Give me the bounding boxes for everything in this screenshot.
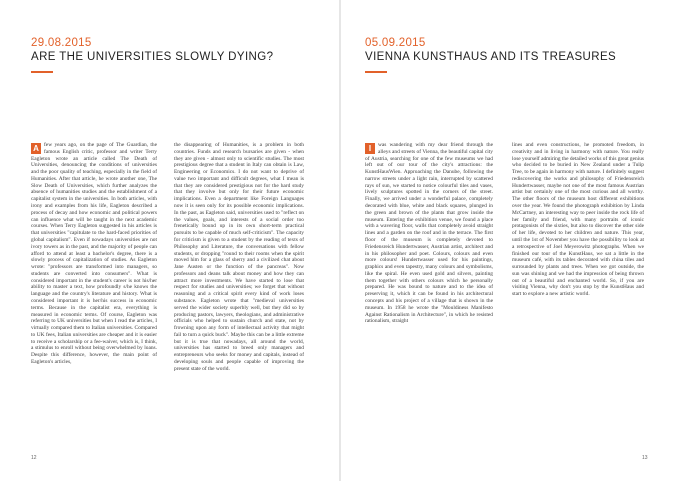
drop-cap: I — [365, 143, 375, 154]
article-column-2 — [512, 142, 644, 442]
title-rule — [365, 71, 387, 73]
right-page — [341, 0, 680, 481]
article-column-1 — [365, 142, 493, 442]
article-text: few years ago, on the page of The Guardian, the famous English critic, professor and writer Terry Eagleton wrote an article called The Death of Universities, denouncing the conditions of universities and the poor quality of teaching, especially in the field of Humanities. After that article, he wrote another one, The Slow Death of Universities, which further analyzes the absence of humanities studies and the establishment of a capitalist system in the universities. In both articles, with irony and examples from his life, Eagleton described a process of decay and how economic and political powers can influence what will be taught in the next academic courses. When Terry Eagleton suggested in his articles is that universities "capitulate to the hard-faced priorities of global capitalism". Even if nowadays universities are not ivory towers as in the past, and the majority of people can afford to attend at least a bachelor's degree, there is a slowly process of capitalization of studies. As Eagleton wrote: "professors are transformed into managers, so students are converted into consumers". What is considered important in the student's career is not his/her ability to master a text, how profoundly s/he knows the language and the country's literature and history. What is considered important it is her/his success in economic terms. Because in the capitalist era, everything is measured in economic terms. Of course, Eagleton was referring to UK universities but when I read the articles, I virtually compared them to Italian universities. Compared to UK fees, Italian universities are cheaper and it is easier to receive a scholarship or a fee-waiver, which is, I think, a stimulus to enroll without being overwhelmed by loans. Despite this difference, however, the main point of Eagleton's articles, — [31, 142, 157, 365]
drop-cap: A — [31, 143, 41, 154]
article-date: 29.08.2015 — [31, 37, 92, 49]
page-number: 12 — [31, 455, 37, 461]
article-title: ARE THE UNIVERSITIES SLOWLY DYING? — [31, 51, 274, 63]
article-text: was wandering with my dear friend through the alleys and streets of Vienna, the beautiful capital city of Austria, searching for one of the few museums we had left out of our tour of the city's attractions: the KunstHausWien. Approaching the Danube, following the narrow streets under a light rain, interrupted by scattered rays of sun, we started to notice colourful tiles and vases, lively sculptures spotted in the corners of the street. Finally, we arrived under a wonderful palace, completely decorated with blue, white and black squares, plunged in the green and brown of the plants that grow inside the museum. Entering the exhibition venue, we found a place with a wavering floor, walls that completely avoid straight lines and a garden on the roof and in the terrace. The first floor of the museum is completely devoted to Friedensreich Hundertwasser, Austrian artist, architect and in his philosopher and poet. Colours, colours and even more colours! Hundertwasser used for his paintings, graphics and even tapestry, many colours and symbolisms, like the spiral. He even used gold and silvers, painting them together with others colours which he personally prepared. He was bound to nature and to the idea of preserving it, which it can be found in his architectural concepts and his project of a village that is shown in the museum. In 1958 he wrote the "Mouldiness Manifesto Against Rationalism in Architecture", in which he resisted rationalism, straight — [365, 142, 493, 325]
article-text: the disappearing of Humanities, is a problem in both countries. Funds and research bursaries are given - when they are given - almost only to scientific studies. The most prestigious degree that a student in Italy can obtain is Law, Engineering or Economics. I do not want to deprive of value two important and difficult degrees, what I mean is that they are considered prestigious not for the hard study that they involve but only for their future economic implications. Even a department like Foreign Languages now it is seen only for its possible economic implications. In the past, as Eagleton said, universities used to "reflect on the values, goals, and interests of a social order too frenetically bound up in its own short-term practical pursuits to be capable of much self-criticism". The capacity for criticism is given to a student by the reading of texts of Philosophy and Literature, the conversations with fellow students, or dropping "round to their rooms when the spirit moved him for a glass of sherry and a civilized chat about Jane Austen or the function of the pancreas". Now professors and deans talk about money and how they can attract more investments. We have started to lose that respect for studies and universities; we forget that without reasoning and a critical spirit every kind of work loses substance. Eagleton wrote that "medieval universities served the wider society superbly well, but they did so by producing pastors, lawyers, theologians, and administrative officials who helped to sustain church and state, not by frowning upon any form of intellectual activity that might fail to turn a quick buck". Maybe this can be a little extreme but it is true that nowadays, all around the world, universities has started to breed only managers and entrepreneurs who seeks for money and capitals, instead of developing souls and people capable of improving the present state of the world. — [174, 142, 304, 372]
title-rule — [31, 71, 53, 73]
article-title: VIENNA KUNSTHAUS AND ITS TREASURES — [365, 51, 617, 63]
article-column-2 — [174, 142, 304, 442]
page-number: 13 — [642, 455, 648, 461]
left-page — [0, 0, 339, 481]
article-date: 05.09.2015 — [365, 37, 426, 49]
article-column-1 — [31, 142, 157, 442]
article-text: lines and even constructions, he promoted freedom, in creativity and in living in harmony with nature. You really lose yourself admiring the detailed works of this great genius who decided to be buried in New Zealand under a Tulip Tree, to be again in harmony with nature. I definitely suggest rediscovering the works and philosophy of Friedensreich Hundertwasser, maybe not one of the most famous Austrian artist but certainly one of the most curious and all worthy. The other floors of the museum host different exhibitions over the year. We found the photograph exhibition by Linda McCartney, an interesting way to peer inside the rock life of her family and friend, with many portraits of iconic protagonists of the sixties, but also to discover the other side of her life, devoted to her children and nature. This year, until the 1st of November you have the possibility to look at a retrospective of Joel Meyerowitz photographs. When we finished our tour of the KunstHaus, we sat a little in the museum café, with its tables decorated with china tiles and surrounded by plants and trees. When we got outside, the sun was shining and we had the impression of being thrown out of a beautiful and enchanted world. So, if you are visiting Vienna, why don't you stop by the KunstHaus and start to explore a new artistic world. — [512, 142, 644, 298]
